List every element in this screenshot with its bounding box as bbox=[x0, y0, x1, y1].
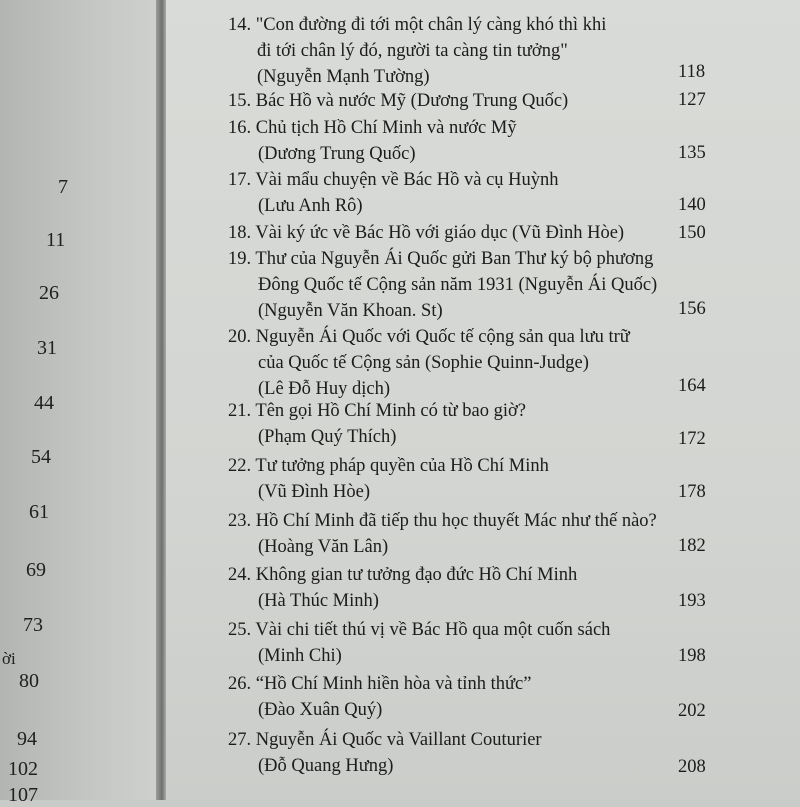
toc-entry-27 bbox=[228, 727, 542, 779]
toc-entry-21 bbox=[228, 398, 526, 450]
left-page-number: 61 bbox=[29, 501, 49, 523]
toc-entry-title: 27. Nguyễn Ái Quốc và Vaillant Couturier bbox=[228, 730, 542, 750]
toc-entry-author: (Phạm Quý Thích) bbox=[258, 427, 397, 447]
toc-entry-25 bbox=[228, 617, 610, 669]
toc-entry-author: (Hà Thúc Minh) bbox=[258, 591, 379, 611]
toc-page-number: 198 bbox=[678, 646, 706, 666]
toc-page-number: 178 bbox=[678, 482, 706, 502]
toc-entry-14 bbox=[228, 12, 606, 90]
toc-entry-title: 23. Hồ Chí Minh đã tiếp thu học thuyết Mác như thế nào? bbox=[228, 511, 657, 531]
toc-entry-author: (Minh Chi) bbox=[258, 646, 342, 666]
toc-page-number: 135 bbox=[678, 143, 706, 163]
toc-page-number: 182 bbox=[678, 536, 706, 556]
toc-entry-title-cont: Đông Quốc tế Cộng sản năm 1931 (Nguyễn Ái Quốc) bbox=[258, 275, 658, 295]
left-page-number: 80 bbox=[19, 670, 39, 692]
left-page-number: 54 bbox=[31, 446, 51, 468]
toc-page-number: 127 bbox=[678, 90, 706, 110]
toc-entry-title: 17. Vài mẩu chuyện về Bác Hồ và cụ Huỳnh bbox=[228, 170, 559, 190]
left-page-number: 31 bbox=[37, 337, 57, 359]
left-page-number: 69 bbox=[26, 559, 46, 581]
toc-entry-24 bbox=[228, 562, 577, 614]
toc-entry-title: 18. Vài ký ức về Bác Hồ với giáo dục (Vũ Đình Hòe) bbox=[228, 223, 625, 243]
toc-entry-author: (Nguyễn Mạnh Tường) bbox=[257, 67, 430, 87]
toc-entry-19 bbox=[228, 246, 657, 324]
toc-entry-15 bbox=[228, 88, 568, 114]
left-page-number: 73 bbox=[23, 614, 43, 636]
toc-page-number: 118 bbox=[678, 62, 706, 82]
toc-page-number: 208 bbox=[678, 757, 706, 777]
toc-entry-author: (Đỗ Quang Hưng) bbox=[258, 756, 394, 776]
toc-entry-title: 25. Vài chi tiết thú vị về Bác Hồ qua một cuốn sách bbox=[228, 620, 611, 640]
toc-entry-title: 19. Thư của Nguyễn Ái Quốc gửi Ban Thư ký bộ phương bbox=[228, 249, 654, 269]
toc-entry-title: 20. Nguyễn Ái Quốc với Quốc tế cộng sản qua lưu trữ bbox=[228, 327, 630, 347]
toc-entry-author: (Lưu Anh Rô) bbox=[258, 196, 363, 216]
toc-entry-author: (Lê Đỗ Huy dịch) bbox=[258, 379, 391, 399]
toc-entry-title-cont: của Quốc tế Cộng sản (Sophie Quinn-Judge) bbox=[258, 353, 589, 373]
left-page-number: 7 bbox=[58, 176, 68, 198]
toc-entry-26 bbox=[228, 671, 531, 723]
toc-entry-22 bbox=[228, 453, 549, 505]
left-page-number: 94 bbox=[17, 728, 37, 750]
toc-entry-author: (Hoàng Văn Lân) bbox=[258, 537, 389, 557]
toc-entry-author: (Dương Trung Quốc) bbox=[258, 144, 416, 164]
left-page-number: 26 bbox=[39, 282, 59, 304]
toc-entry-author: (Nguyễn Văn Khoan. St) bbox=[258, 301, 443, 321]
toc-page-number: 202 bbox=[678, 701, 706, 721]
toc-entry-title: 22. Tư tưởng pháp quyền của Hồ Chí Minh bbox=[228, 456, 549, 476]
left-page-number: 102 bbox=[8, 758, 38, 780]
toc-entry-title: 21. Tên gọi Hồ Chí Minh có từ bao giờ? bbox=[228, 401, 526, 421]
toc-entry-16 bbox=[228, 115, 517, 167]
toc-entry-author: (Đào Xuân Quý) bbox=[258, 700, 383, 720]
toc-entry-title: 16. Chủ tịch Hồ Chí Minh và nước Mỹ bbox=[228, 118, 517, 138]
toc-entry-title: 15. Bác Hồ và nước Mỹ (Dương Trung Quốc) bbox=[228, 91, 569, 111]
toc-entry-23 bbox=[228, 508, 657, 560]
left-page-fragment: ời bbox=[2, 649, 16, 668]
toc-entry-title-cont: đi tới chân lý đó, người ta càng tin tưởng" bbox=[257, 41, 568, 61]
toc-entry-18 bbox=[228, 220, 624, 246]
toc-entry-author: (Vũ Đình Hòe) bbox=[258, 482, 371, 502]
toc-page-number: 164 bbox=[678, 376, 706, 396]
toc-page-number: 140 bbox=[678, 195, 706, 215]
toc-entry-20 bbox=[228, 324, 630, 402]
left-page-number: 44 bbox=[34, 392, 54, 414]
left-page-number: 107 bbox=[8, 784, 38, 806]
toc-page-number: 193 bbox=[678, 591, 706, 611]
toc-entry-title: 26. “Hồ Chí Minh hiền hòa và tỉnh thức” bbox=[228, 674, 532, 694]
toc-entry-title: 14. "Con đường đi tới một chân lý càng khó thì khi bbox=[228, 15, 607, 35]
toc-page-number: 156 bbox=[678, 299, 706, 319]
toc-page-number: 172 bbox=[678, 429, 706, 449]
book-gutter bbox=[156, 0, 166, 800]
toc-entry-17 bbox=[228, 167, 559, 219]
toc-entry-title: 24. Không gian tư tưởng đạo đức Hồ Chí Minh bbox=[228, 565, 578, 585]
left-page-number: 11 bbox=[46, 229, 66, 251]
toc-page-number: 150 bbox=[678, 223, 706, 243]
